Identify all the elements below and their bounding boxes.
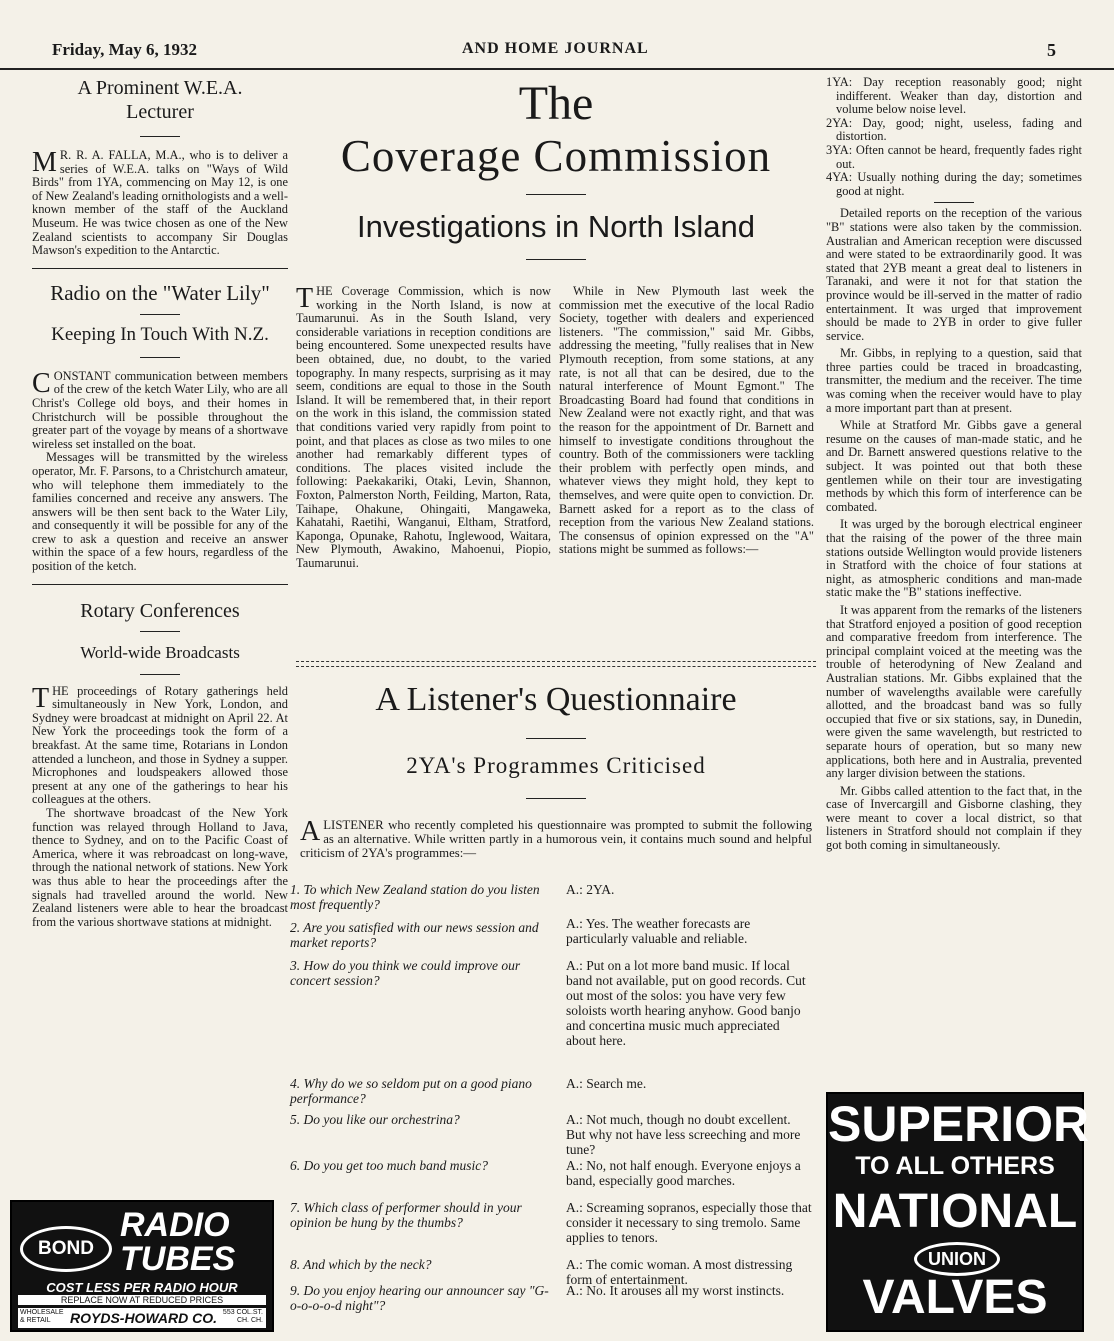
divider [140, 631, 180, 632]
water-lily-article [32, 367, 288, 574]
question-9: 9. Do you enjoy hearing our announcer say "G-o-o-o-o-d night"? [290, 1283, 549, 1313]
divider [526, 194, 586, 195]
national-line2: TO ALL OTHERS [855, 1152, 1055, 1180]
section-divider [296, 661, 816, 667]
right-column [826, 76, 1082, 853]
rotary-subtitle: World-wide Broadcasts [80, 642, 240, 662]
water-lily-title: Radio on the "Water Lily" [50, 280, 270, 305]
stations-p6: Mr. Gibbs called attention to the fact that, in the case of Invercargill and Gisborne clashing, they were meant to cover a local district, so that listeners in Stratford should not complain if they got both coming in simultaneously. [826, 783, 1082, 853]
listener-intro [300, 818, 812, 860]
divider [934, 202, 974, 203]
national-line3: NATIONAL [832, 1185, 1078, 1238]
answer-4: A.: Search me. [566, 1076, 647, 1091]
bond-line3: COST LESS PER RADIO HOUR [46, 1280, 238, 1295]
question-6: 6. Do you get too much band music? [290, 1158, 488, 1173]
divider [140, 314, 180, 315]
union-logo: UNION [914, 1242, 1000, 1276]
answer-9: A.: No. It arouses all my worst instincts. [566, 1283, 785, 1298]
bond-logo: BOND [20, 1226, 112, 1272]
bond-radio-tubes-ad [10, 1200, 274, 1332]
divider [140, 136, 180, 137]
coverage-subtitle: Investigations in North Island [356, 209, 756, 244]
rotary-p1: HE proceedings of Rotary gatherings held simultaneously in New York, London, and Sydney were broadcast at midnight on April 22. At New York the proceedings took the form of a breakfast. At the same time, Rotarians in London attended a luncheon, and those in Sydney a supper. Microphones and loudspeakers allowed those present at any one of the gatherings to hear his colleagues at the others. [32, 683, 288, 807]
bond-line2: TUBES [120, 1240, 236, 1278]
listener-title: A Listener's Questionnaire [375, 681, 737, 718]
station-3ya: 3YA: Often cannot be heard, frequently fades right out. [826, 142, 1082, 171]
divider [526, 738, 586, 739]
answer-5: A.: Not much, though no doubt excellent. But why not have less screeching and more tune? [566, 1112, 801, 1157]
wea-title: A Prominent W.E.A. Lecturer [77, 77, 243, 123]
bond-wholesale [20, 1309, 64, 1325]
dropcap: A [300, 816, 321, 847]
divider [32, 584, 288, 585]
stations-p4: It was urged by the borough electrical engineer that the raising of the power of the three main stations outside Wellington would provide listeners in Stratford with the choice of four stations at night, as atmospheric conditions and man-made static make the "B" stations ineffective. [826, 517, 1082, 600]
bond-line5b: & RETAIL [20, 1317, 51, 1324]
question-2: 2. Are you satisfied with our news session and market reports? [290, 920, 539, 950]
coverage-col-1 [296, 285, 551, 570]
question-7: 7. Which class of performer should in your opinion be hung by the thumbs? [290, 1200, 522, 1230]
station-2ya: 2YA: Day, good; night, useless, fading and distortion. [826, 115, 1082, 144]
bond-footer [18, 1308, 266, 1328]
stations-p3: While at Stratford Mr. Gibbs gave a general resume on the causes of man-made static, and he and Dr. Barnett answered questions relative to the subject. It was pointed out that both these gentlemen while on their tour are investigating methods by which this form of interference can be combated. [826, 418, 1082, 514]
rotary-article [32, 682, 288, 930]
dropcap: C [32, 367, 51, 399]
wea-article [32, 149, 288, 258]
answer-6: A.: No, not half enough. Everyone enjoys a band, especially good marches. [566, 1158, 801, 1188]
answer-7: A.: Screaming sopranos, especially those that consider it necessary to sing tremolo. Same applies to tenors. [566, 1200, 812, 1245]
question-1: 1. To which New Zealand station do you listen most frequently? [290, 882, 540, 912]
listener-subtitle: 2YA's Programmes Criticised [406, 753, 706, 778]
divider [140, 674, 180, 675]
national-line5: VALVES [862, 1271, 1048, 1324]
answer-1: A.: 2YA. [566, 882, 615, 897]
dropcap: M [32, 147, 57, 178]
header-page-number: 5 [1047, 40, 1056, 60]
divider [32, 268, 288, 269]
rotary-p2: The shortwave broadcast of the New York function was relayed through Holland to Java, thence to Sydney, and on to the Pacific Coast of America, where it was rebroadcast on long-wave, through the national network of stations. New York was thus able to hear the proceedings after the signals had travelled around the world. New Zealand listeners were able to hear the broadcast from the various shortwave stations at midnight. [32, 806, 288, 929]
listener-intro-text: LISTENER who recently completed his questionnaire was prompted to submit the following as an alternative. While written partly in a humorous vein, it contains much sound and helpful criticism of 2YA's programmes:— [300, 818, 812, 860]
rotary-title: Rotary Conferences [80, 599, 240, 622]
water-lily-p2: Messages will be transmitted by the wireless operator, Mr. F. Parsons, to a Christchurch amateur, who will telephone them immediately to the families concerned and receive any answers. The answers will be then sent back to the Water Lily, and consequently it will be possible for any of the crew to ask a question and receive an answer within the space of a few hours, regardless of the position of the ketch. [32, 450, 288, 574]
answer-3: A.: Put on a lot more band music. If local band not available, put on good records. Cut out most of the solos: you have very few soloists worth hearing anyhow. Good banjo and concertina music much appreciated about here. [566, 958, 806, 1048]
answer-2: A.: Yes. The weather forecasts are particularly valuable and reliable. [566, 916, 751, 946]
page-header [0, 0, 1114, 70]
divider [526, 798, 586, 799]
coverage-col-2 [559, 285, 814, 557]
header-date: Friday, May 6, 1932 [52, 40, 197, 59]
coverage-title-2: Coverage Commission [340, 131, 772, 181]
bond-address [223, 1309, 263, 1325]
station-4ya: 4YA: Usually nothing during the day; sometimes good at night. [826, 170, 1082, 198]
coverage-section [296, 78, 816, 260]
dropcap: T [296, 283, 314, 314]
header-title: AND HOME JOURNAL [462, 40, 649, 57]
stations-p2: Mr. Gibbs, in replying to a question, said that three parties could be traced in broadcasting, transmitter, the medium and the receiver. The time was coming when the receiver would have to play a more important part than at present. [826, 346, 1082, 415]
wea-body: R. R. A. FALLA, M.A., who is to deliver a series of W.E.A. talks on "Ways of Wild Birds" from 1YA, commencing on May 12, is one of New Zealand's leading ornithologists and a well-known member of the staff of the Auckland Museum. He was twice chosen as one of the New Zealand scientists to accompany Sir Douglas Mawson's expedition to the Antarctic. [32, 148, 288, 258]
divider [140, 357, 180, 358]
water-lily-p1: ONSTANT communication between members of the crew of the ketch Water Lily, who are all Christ's College old boys, and their homes in Christchurch will be possible throughout the greater part of the voyage by means of a shortwave wireless set installed on the boat. [32, 368, 288, 451]
bond-company: ROYDS-HOWARD CO. [70, 1310, 217, 1326]
stations-p5: It was apparent from the remarks of the listeners that Stratford enjoyed a position of good reception and comparative freedom from interference. The principal complaint voiced at the meeting was the trouble of heterodyning of New Zealand and Australian stations. Mr. Gibbs explained that the number of wavelengths available were carefully allotted, and the broadcast band was so fully occupied that five or six stations, say, in Dunedin, were given the same wavelength, but restricted to separate hours of operation, but so many new applications, both here and in Australia, prevented any larger division between the stations. [826, 602, 1082, 781]
coverage-col2-text: While in New Plymouth last week the commission met the executive of the local Radio Society, together with dealers and experienced listeners. "The commission," said Mr. Gibbs, addressing the meeting, "fully realises that in New Plymouth reception, from some stations, at any rate, is not all that can be desired, due to the natural interference of Mount Egmont." The Broadcasting Board had found that conditions in New Zealand were not exactly right, and that was the reason for the appointment of Dr. Barnett and himself to investigate conditions throughout the country. Both of the commissioners were tackling their problem with perfectly open minds, and whatever views they might hold, they kept to themselves, and were quite open to conviction. Dr. Barnett asked for a report as to the class of reception from the various New Zealand stations. The consensus of opinion expressed on the "A" stations might be summed as follows:— [559, 284, 814, 557]
left-column [32, 76, 288, 929]
water-lily-subtitle: Keeping In Touch With N.Z. [51, 323, 269, 345]
bond-line1: RADIO [120, 1206, 230, 1244]
dropcap: T [32, 682, 50, 714]
bond-line4: REPLACE NOW AT REDUCED PRICES [18, 1295, 266, 1305]
question-4: 4. Why do we so seldom put on a good piano performance? [290, 1076, 532, 1106]
station-1yа: 1YA: Day reception reasonably good; night indifferent. Weaker than day, distortion and volume below noise level. [826, 75, 1082, 117]
bond-addr1: 553 COL.ST. [222, 1309, 263, 1316]
national-line1: SUPERIOR [828, 1096, 1090, 1152]
divider [526, 259, 586, 260]
national-union-valves-ad [826, 1092, 1090, 1332]
coverage-col1-text: HE Coverage Commission, which is now working in the North Island, is now at Taumarunui. As in the South Island, very considerable variations in reception conditions are being encountered. Some unexpected results have been obtained, due, no doubt, to the varied topography. In many respects, surprising as it may seem, conditions are equal to those in the South Island. It will be remembered that, in their report on the work in this island, the commission stated that conditions varied very rapidly from point to point, and that places as close as two miles to one another had remarkably different types of conditions. The places visited include the following: Paekakariki, Otaki, Levin, Shannon, Foxton, Palmerston North, Feilding, Marton, Rata, Taihape, Ohakune, Ohingaiti, Mangaweka, Kahatahi, Raetihi, Wanganui, Eltham, Stratford, Kaponga, Opunake, Rahotu, Inglewood, Waitara, New Plymouth, Awakino, Mahoenui, Piopio, Taumarunui. [296, 284, 551, 570]
coverage-title-1: The [518, 77, 594, 130]
bond-addr2: CH. CH. [236, 1317, 263, 1324]
stations-p1: Detailed reports on the reception of the various "B" stations were also taken by the commission. Australian and American reception were discussed and were stated to be extraordinarily good. It was stated that 2YB meant a great deal to listeners in Taranaki, and were it not for that station the province would be ill-served in the matter of radio entertainment. It was urged that improvement should be made to 2YB in order to give fuller service. [826, 206, 1082, 343]
question-5: 5. Do you like our orchestrina? [290, 1112, 460, 1127]
bond-line5a: WHOLESALE [20, 1309, 64, 1316]
question-8: 8. And which by the neck? [290, 1257, 432, 1272]
question-3: 3. How do you think we could improve our concert session? [290, 958, 521, 988]
answer-8: A.: The comic woman. A most distressing form of entertainment. [566, 1257, 793, 1287]
